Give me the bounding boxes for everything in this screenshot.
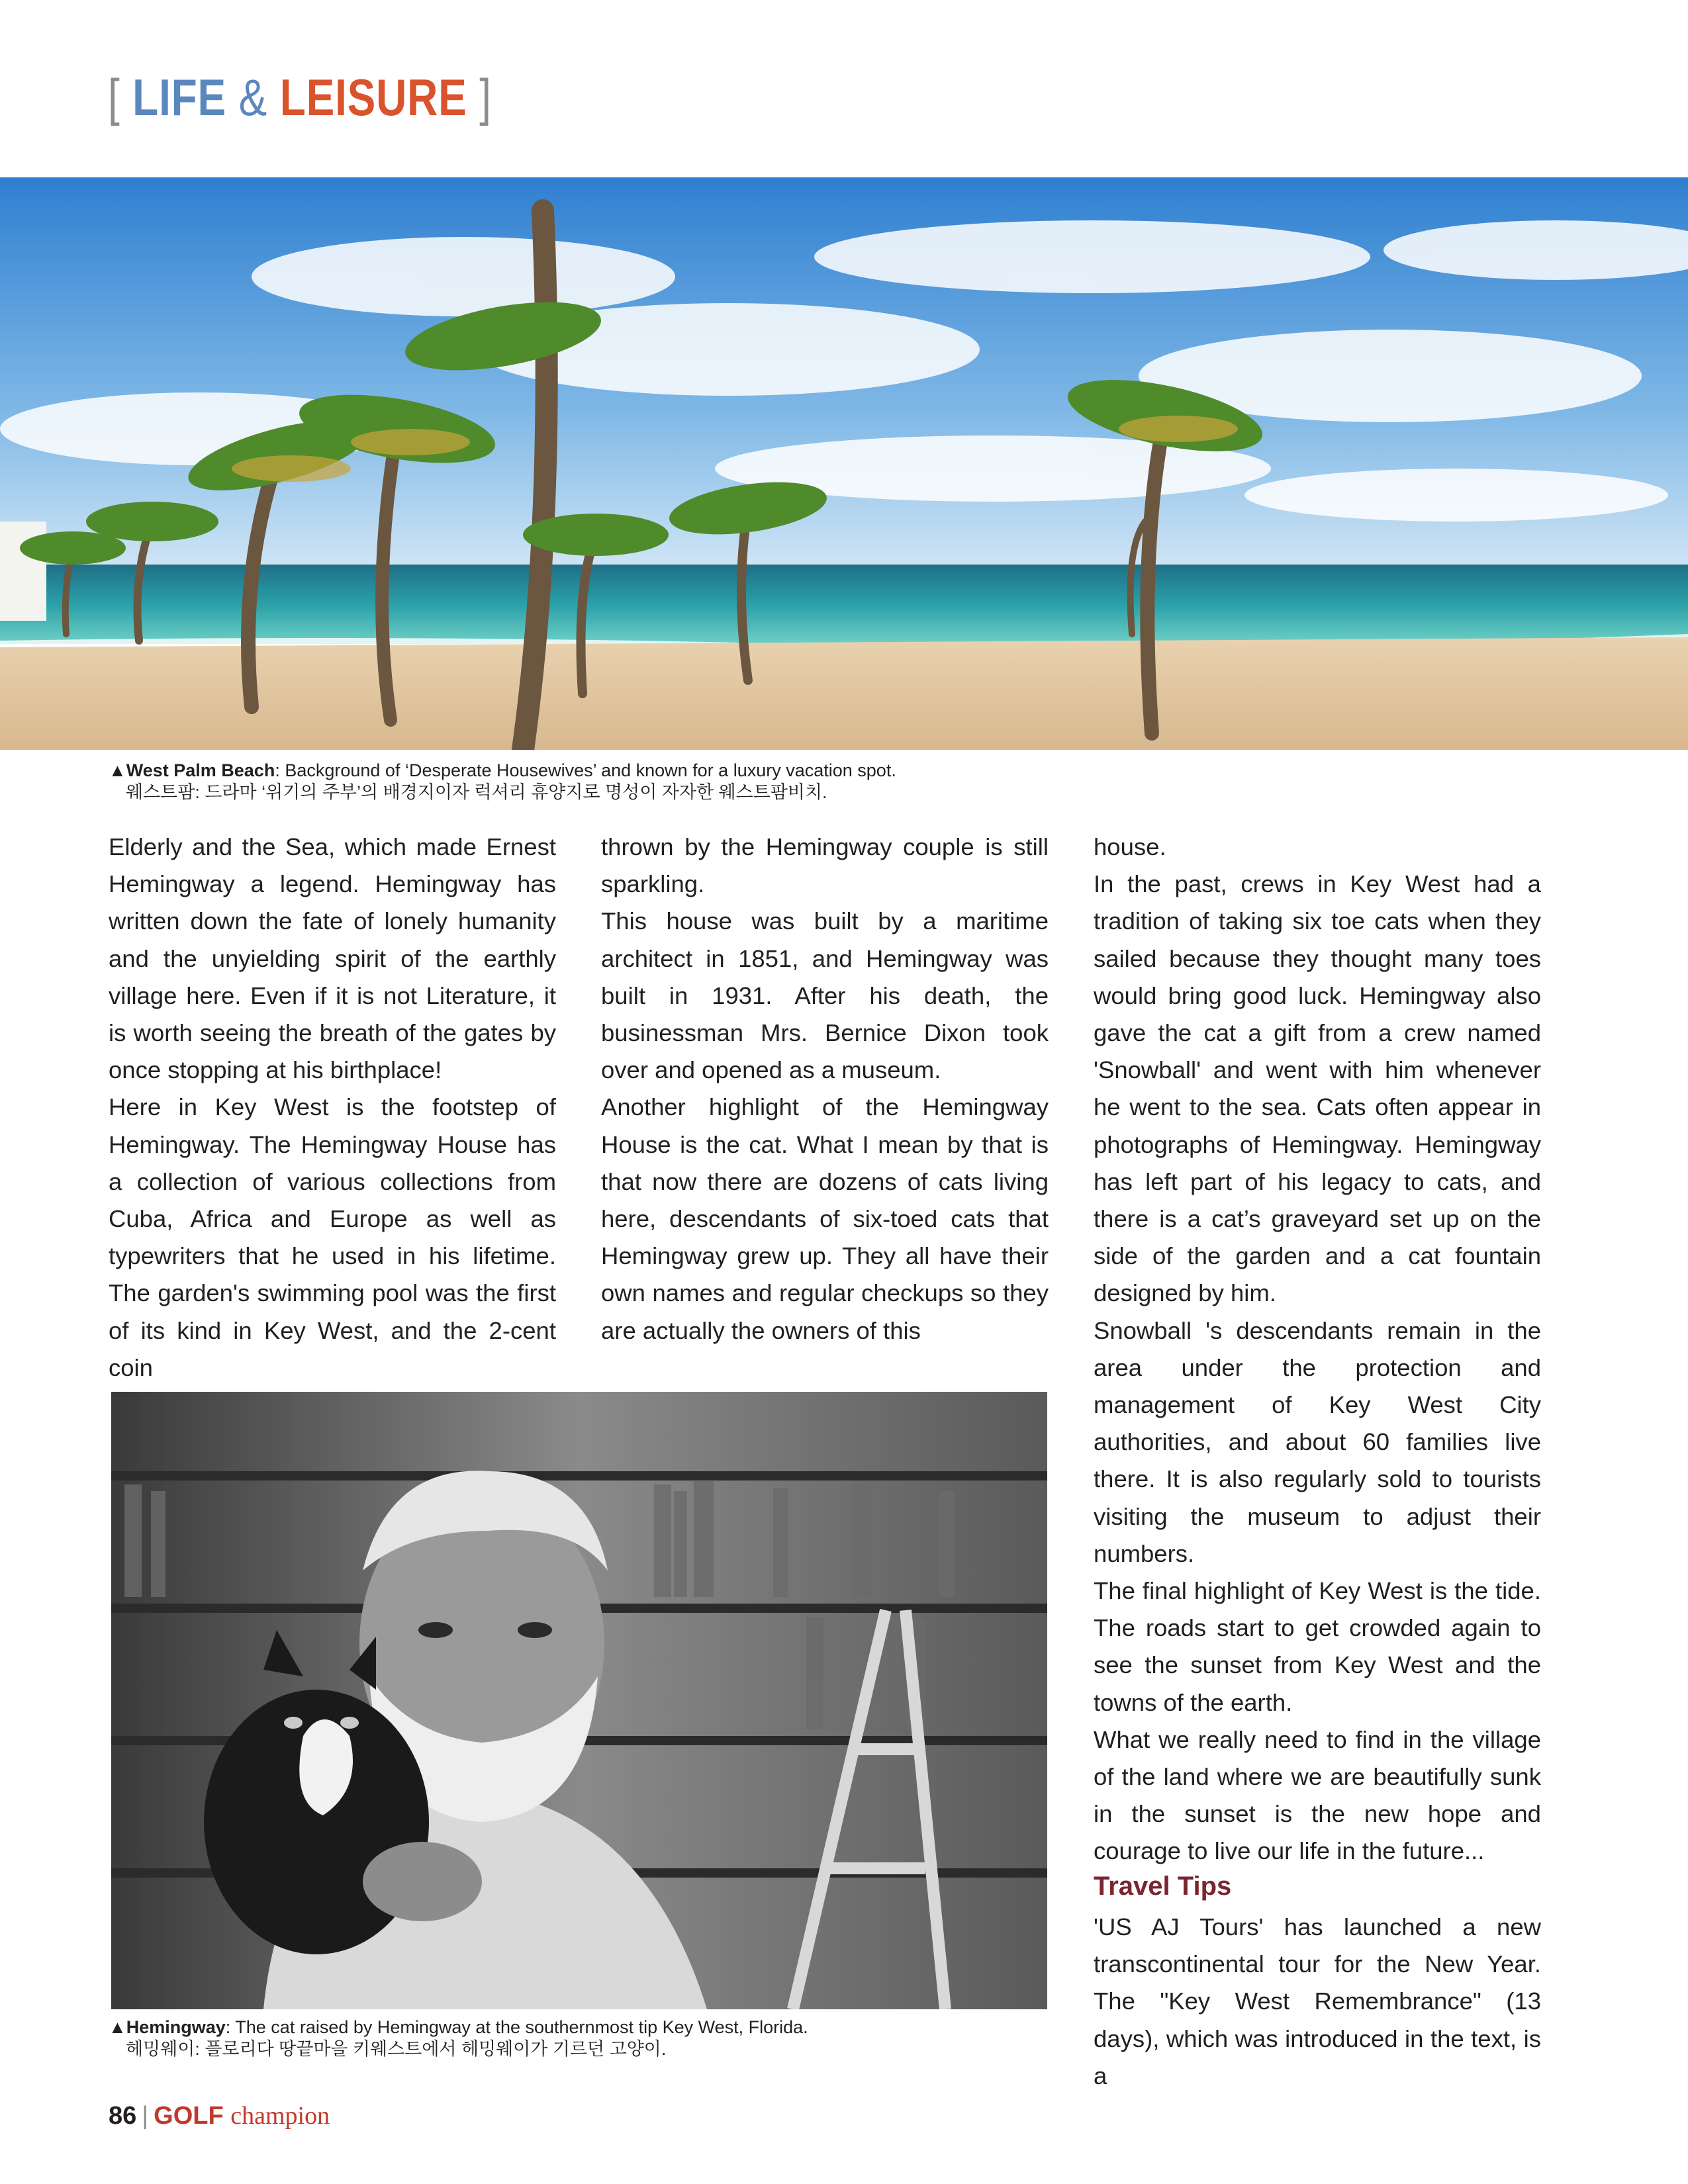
hemingway-caption-text: : The cat raised by Hemingway at the southernmost tip Key West, Florida. <box>225 2017 808 2037</box>
col3-paragraph-4: The final highlight of Key West is the tide. The roads start to get crowded again to see the sunset from Key West and the towns of the earth. <box>1094 1577 1541 1716</box>
col2-paragraph-3: Another highlight of the Hemingway House is the cat. What I mean by that is that now there are dozens of cats living here, descendants of six-toed cats that Hemingway grew up. They all have their own names and regular checkups so they are actually the owners of this <box>601 1093 1049 1344</box>
header-open-bracket: [ <box>108 68 120 126</box>
col1-paragraph-2: Here in Key West is the footstep of Hemingway. The Hemingway House has a collection of various collections from Cuba, Africa and Europe as well as typewriters that he used in his lifetime. The garden's swimming pool was the first of its kind in Key West, and the 2-cent coin <box>109 1093 556 1381</box>
magazine-brand-champion: champion <box>230 2102 330 2130</box>
footer-separator: | <box>142 2102 149 2130</box>
section-header <box>108 68 492 126</box>
travel-tips-heading: Travel Tips <box>1094 1872 1232 1901</box>
beach-caption-text: : Background of ‘Desperate Housewives’ and known for a luxury vacation spot. <box>275 760 896 780</box>
page-footer <box>109 2103 330 2128</box>
hemingway-photo-caption <box>109 2017 808 2060</box>
col1-paragraph-1: Elderly and the Sea, which made Ernest Hemingway a legend. Hemingway has written down the fate of lonely humanity and the unyielding spirit of the earthly village here. Even if it is not Literature, it is worth seeing the breath of the gates by once stopping at his birthplace! <box>109 833 556 1084</box>
hemingway-photo <box>111 1392 1047 2009</box>
travel-tips-paragraph: 'US AJ Tours' has launched a new transcontinental tour for the New Year. The "Key West Remembrance" (13 days), which was introduced in the text, is a <box>1094 1913 1541 2089</box>
header-close-bracket: ] <box>479 68 492 126</box>
travel-tips-text <box>1094 1909 1541 2095</box>
hemingway-caption-korean: 헤밍웨이: 플로리다 땅끝마을 키웨스트에서 헤밍웨이가 기르던 고양이. <box>126 2039 667 2059</box>
article-column-1 <box>109 829 556 1387</box>
header-word-life: LIFE <box>132 68 227 126</box>
col2-paragraph-1: thrown by the Hemingway couple is still sparkling. <box>601 833 1049 898</box>
beach-photo <box>0 177 1688 750</box>
article-column-2 <box>601 829 1049 1349</box>
col3-paragraph-1: house. <box>1094 833 1166 860</box>
header-word-leisure: LEISURE <box>279 68 467 126</box>
article-column-3 <box>1094 829 1541 1870</box>
hemingway-caption-label: ▲Hemingway <box>109 2017 226 2037</box>
beach-photo-caption <box>109 760 896 803</box>
beach-caption-label: ▲West Palm Beach <box>109 760 275 780</box>
col2-paragraph-2: This house was built by a maritime architect in 1851, and Hemingway was built in 1931. After his death, the businessman Mrs. Bernice Dixon took over and opened as a museum. <box>601 907 1049 1084</box>
col3-paragraph-3: Snowball 's descendants remain in the area under the protection and management of Key West City authorities, and about 60 families live there. It is also regularly sold to tourists visiting the museum to adjust their numbers. <box>1094 1316 1541 1567</box>
col3-paragraph-5: What we really need to find in the village of the land where we are beautifully sunk in the sunset is the new hope and courage to live our life in the future... <box>1094 1725 1541 1865</box>
col3-paragraph-2: In the past, crews in Key West had a tradition of taking six toe cats when they sailed because they thought many toes would bring good luck. Hemingway also gave the cat a gift from a crew named 'Snowball' and went with him whenever he went to the sea. Cats often appear in photographs of Hemingway. Hemingway has left part of his legacy to cats, and there is a cat’s graveyard set up on the side of the garden and a cat fountain designed by him. <box>1094 870 1541 1307</box>
page-number: 86 <box>109 2102 137 2130</box>
beach-caption-korean: 웨스트팜: 드라마 ‘위기의 주부’의 배경지이자 럭셔리 휴양지로 명성이 자자한 웨스트팜비치. <box>126 782 827 802</box>
header-ampersand: & <box>238 68 268 126</box>
magazine-brand-golf: GOLF <box>154 2102 224 2130</box>
